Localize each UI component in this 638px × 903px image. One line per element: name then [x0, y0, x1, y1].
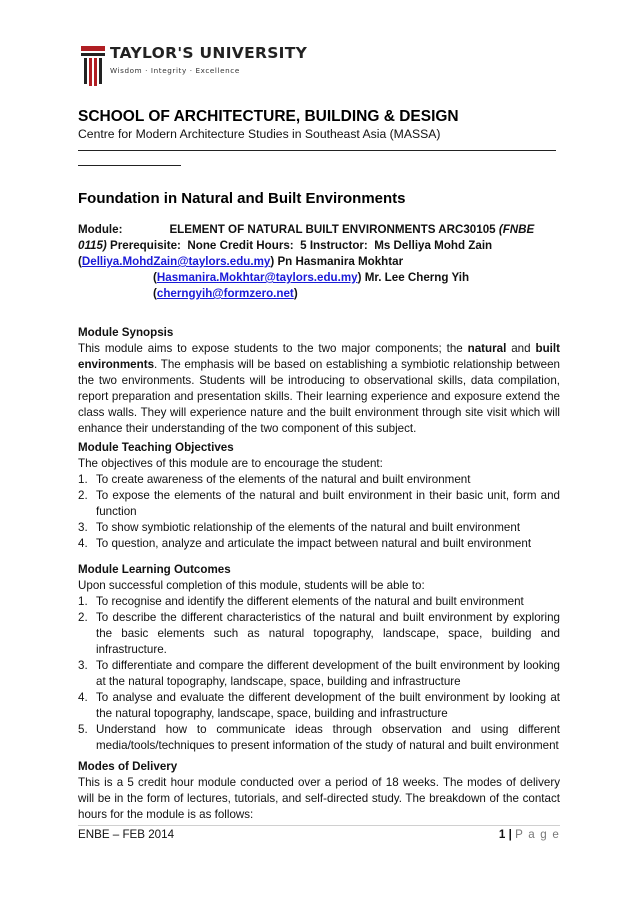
programme-title: Foundation in Natural and Built Environments [78, 190, 406, 207]
synopsis-text: This module aims to expose students to the two major components; the [78, 342, 463, 355]
module-line-1 [78, 222, 563, 238]
synopsis-text: the two environments. Students will be introducing to observational skills, data compilation, [78, 374, 560, 387]
university-motto: Wisdom · Integrity · Excellence [110, 66, 240, 75]
list-number: 2. [78, 489, 88, 502]
list-text: To analyse and evaluate the different development of the built environment by looking at [96, 691, 560, 704]
list-text: the natural topography, landscape, space, building and infrastructure [96, 707, 448, 720]
delivery-heading: Modes of Delivery [78, 760, 178, 773]
list-number: 1. [78, 473, 88, 486]
email-link-2[interactable]: Hasmanira.Mokhtar@taylors.edu.my [156, 271, 358, 284]
credit-label: Credit Hours: [219, 239, 294, 252]
synopsis-bold-built: built [535, 342, 560, 355]
module-code-2: 0115) [78, 239, 107, 252]
university-name: TAYLOR'S UNIVERSITY [110, 44, 308, 62]
list-number: 4. [78, 691, 88, 704]
list-text: infrastructure. [96, 643, 167, 656]
footer-doc-label: ENBE – FEB 2014 [78, 828, 175, 841]
prereq-value: None [187, 239, 217, 252]
list-number: 3. [78, 659, 88, 672]
credit-value: 5 [300, 239, 307, 252]
instructor-3: Mr. Lee Cherng Yih [364, 271, 470, 284]
list-text: To recognise and identify the different elements of the natural and built environment [96, 595, 524, 608]
synopsis-text: . The emphasis will be based on establishing a symbiotic relationship between [154, 358, 560, 371]
header-rule-short [78, 165, 181, 166]
email-link-1[interactable]: Delliya.MohdZain@taylors.edu.my [81, 255, 271, 268]
outcomes-intro-text: Upon successful completion of this module, students will be able to: [78, 579, 425, 592]
list-text: To create awareness of the elements of the natural and built environment [96, 473, 471, 486]
objectives-intro-text: The objectives of this module are to encourage the student: [78, 457, 383, 470]
prereq-label: Prerequisite: [110, 239, 181, 252]
list-text: To show symbiotic relationship of the elements of the natural and built environment [96, 521, 521, 534]
taylors-crest-icon [80, 44, 106, 88]
centre-subtitle: Centre for Modern Architecture Studies in Southeast Asia (MASSA) [78, 127, 441, 141]
outcomes-heading: Module Learning Outcomes [78, 563, 231, 576]
delivery-paragraph [78, 775, 560, 823]
objectives-heading: Module Teaching Objectives [78, 441, 234, 454]
list-number: 4. [78, 537, 88, 550]
synopsis-bold-environments: environments [78, 358, 155, 371]
objectives-intro [78, 456, 560, 472]
outcomes-intro [78, 578, 560, 594]
list-text: To describe the different characteristics of the natural and built environment by exploring [96, 611, 560, 624]
school-title: SCHOOL OF ARCHITECTURE, BUILDING & DESIGN [78, 108, 459, 125]
page-number: 1 [498, 828, 506, 841]
instructor-label: Instructor: [309, 239, 368, 252]
footer-rule [78, 825, 560, 826]
synopsis-text: report preparation and presentation skills. Their learning experience and exposure extend the [78, 390, 560, 403]
module-code: (FNBE [498, 223, 535, 236]
page-separator: | [508, 828, 512, 841]
synopsis-text: enhance their understanding of the two component of this subject. [78, 422, 417, 435]
list-text: To differentiate and compare the different development of the built environment by looking [96, 659, 560, 672]
list-number: 1. [78, 595, 88, 608]
synopsis-paragraph [78, 341, 560, 437]
delivery-text: hours for the module is as follows: [78, 808, 254, 821]
list-number: 5. [78, 723, 88, 736]
module-line-4: (Hasmanira.Mokhtar@taylors.edu.my) Mr. Lee Cherng Yih [153, 271, 470, 284]
instructor-1: Ms Delliya Mohd Zain [374, 239, 493, 252]
footer-page-number [499, 828, 560, 841]
list-number: 3. [78, 521, 88, 534]
synopsis-text: and [511, 342, 531, 355]
module-line-3: (Delliya.MohdZain@taylors.edu.my) Pn Hasmanira Mokhtar [78, 255, 404, 268]
module-line-2 [78, 238, 563, 254]
delivery-text: will be in the form of lectures, tutorials, and self-directed study. The breakdown of the contact [78, 792, 560, 805]
list-text: Understand how to communicate ideas through observation and using different [96, 723, 560, 736]
instructor-2: Pn Hasmanira Mokhtar [277, 255, 404, 268]
list-text: To expose the elements of the natural and built environment in their basic unit, form and [96, 489, 560, 502]
synopsis-heading: Module Synopsis [78, 326, 174, 339]
list-text: at the natural topography, landscape, space, building and infrastructure [96, 675, 461, 688]
page-word: P a g e [515, 828, 560, 841]
module-label: Module: [78, 223, 123, 236]
header-rule [78, 150, 556, 151]
list-text: media/tools/techniques to present information of the study of natural and built environment [96, 739, 559, 752]
module-line-5: (cherngyih@formzero.net) [153, 287, 298, 300]
list-text: To question, analyze and articulate the impact between natural and built environment [96, 537, 532, 550]
list-text: function [96, 505, 137, 518]
synopsis-bold-natural: natural [467, 342, 507, 355]
delivery-text: This is a 5 credit hour module conducted over a period of 18 weeks. The modes of delivery [78, 776, 560, 789]
list-number: 2. [78, 611, 88, 624]
list-text: the basic elements such as natural topography, landscape, space, building and [96, 627, 560, 640]
email-link-3[interactable]: cherngyih@formzero.net [156, 287, 294, 300]
synopsis-text: class walls. They will experience nature and the built environment through site visit which will [78, 406, 560, 419]
module-title: ELEMENT OF NATURAL BUILT ENVIRONMENTS ARC30105 [169, 223, 496, 236]
